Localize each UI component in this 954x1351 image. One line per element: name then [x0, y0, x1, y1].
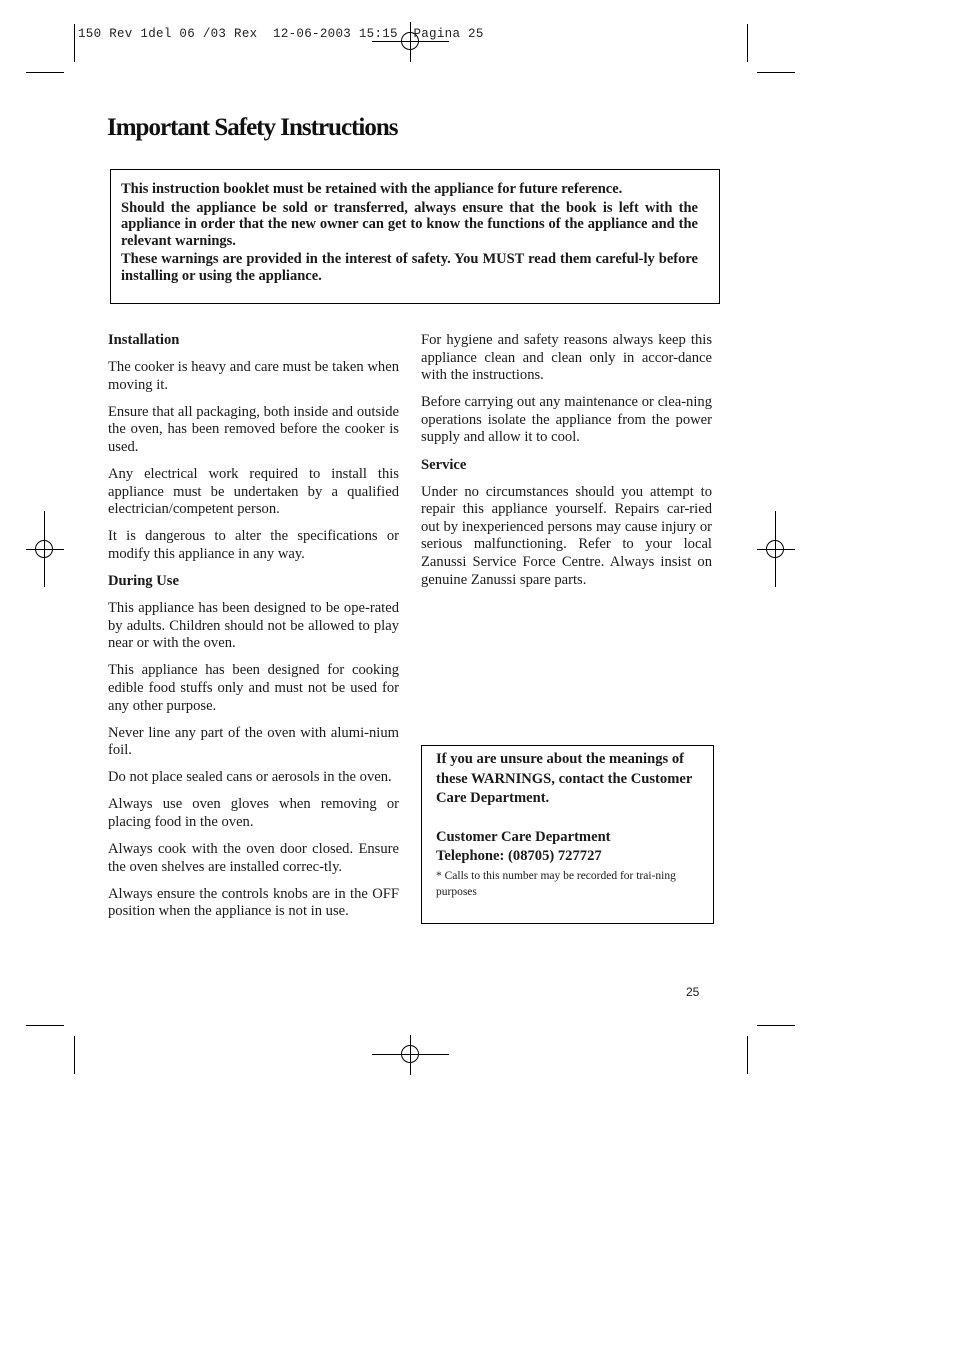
- care-telephone: Telephone: (08705) 727727: [436, 848, 602, 864]
- intro-warnings: These warnings are provided in the interest of safety. You MUST read them careful-ly before installing or using the appliance.: [121, 251, 698, 284]
- right-column: [421, 332, 712, 599]
- paragraph: For hygiene and safety reasons always keep this appliance clean and clean only in accor-dance with the instructions.: [421, 332, 712, 384]
- page-title: Important Safety Instructions: [107, 114, 398, 141]
- intro-retain: This instruction booklet must be retained with the appliance for future reference.: [121, 181, 623, 197]
- customer-care-box: [421, 745, 714, 924]
- paragraph: Ensure that all packaging, both inside and outside the oven, has been removed before the cooker is used.: [108, 403, 399, 455]
- intro-transfer: Should the appliance be sold or transferred, always ensure that the book is left with the appliance in order that the new owner can get to know the functions of the appliance and the relevant warnings.: [121, 199, 698, 249]
- paragraph: The cooker is heavy and care must be taken when moving it.: [108, 359, 399, 393]
- crop-mark: [757, 72, 795, 73]
- paragraph: Never line any part of the oven with alumi-nium foil.: [108, 724, 399, 759]
- left-column: [108, 332, 399, 931]
- care-note: * Calls to this number may be recorded for trai-ning purposes: [436, 869, 676, 898]
- paragraph: Always ensure the controls knobs are in the OFF position when the appliance is not in use.: [108, 885, 399, 920]
- crop-mark: [74, 24, 75, 62]
- care-department: Customer Care Department: [436, 828, 611, 845]
- crop-mark: [26, 72, 64, 73]
- paragraph: This appliance has been designed for cooking edible food stuffs only and must not be used for any other purpose.: [108, 662, 399, 714]
- paragraph: This appliance has been designed to be ope-rated by adults. Children should not be allowed to play near or with the oven.: [108, 600, 399, 652]
- paragraph: Always use oven gloves when removing or placing food in the oven.: [108, 796, 399, 831]
- crop-mark: [757, 1025, 795, 1026]
- paragraph: Always cook with the oven door closed. Ensure the oven shelves are installed correc-tly.: [108, 841, 399, 875]
- section-heading-installation: Installation: [108, 332, 180, 348]
- paragraph: Before carrying out any maintenance or clea-ning operations isolate the appliance from the power supply and allow it to cool.: [421, 394, 712, 446]
- section-heading-service: Service: [421, 456, 467, 473]
- paragraph: Under no circumstances should you attempt to repair this appliance yourself. Repairs car-ried out by inexperienced persons may cause injury or serious malfunctioning. Refer to your local Zanussi Service Force Centre. Always insist on genuine Zanussi spare parts.: [421, 483, 712, 588]
- crop-mark: [747, 1036, 748, 1074]
- crop-mark: [26, 1025, 64, 1026]
- paragraph: It is dangerous to alter the specifications or modify this appliance in any way.: [108, 528, 399, 562]
- section-heading-during-use: During Use: [108, 573, 179, 590]
- page-number: 25: [686, 985, 700, 999]
- paragraph: Any electrical work required to install this appliance must be undertaken by a qualified electrician/competent person.: [108, 466, 399, 518]
- crop-mark: [74, 1036, 75, 1074]
- care-warning: If you are unsure about the meanings of these WARNINGS, contact the Customer Care Department.: [436, 751, 693, 806]
- intro-box: [110, 169, 720, 304]
- paragraph: Do not place sealed cans or aerosols in the oven.: [108, 769, 392, 786]
- print-slug-line: 150 Rev 1del 06 /03 Rex 12-06-2003 15:15 Pagina 25: [78, 27, 484, 41]
- crop-mark: [747, 24, 748, 62]
